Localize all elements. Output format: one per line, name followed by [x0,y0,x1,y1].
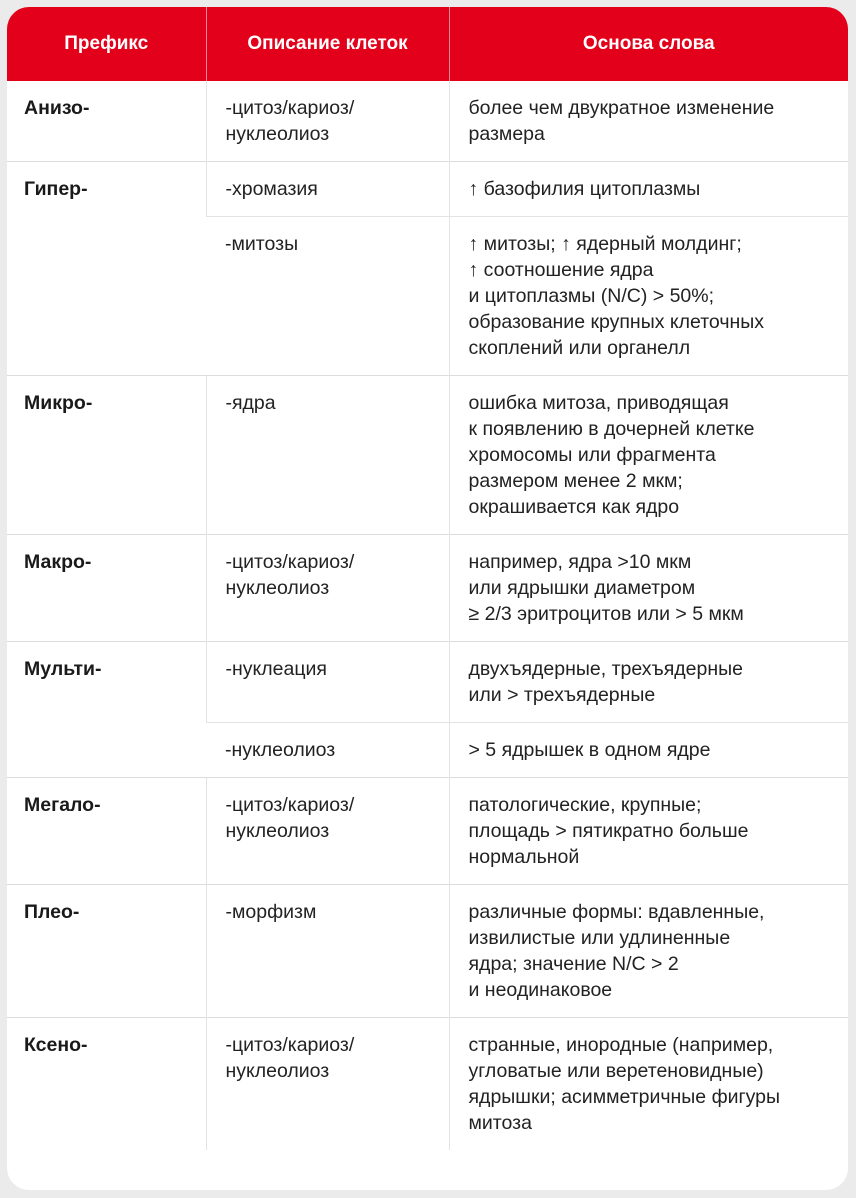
word-base-line: странные, инородные (например, [468,1034,774,1056]
word-base-line: образование крупных клеточных [468,311,765,333]
word-base-cell [449,642,848,723]
description-line: -митозы [225,233,299,255]
word-base-line: ошибка митоза, приводящая [468,392,729,414]
description-cell [206,535,449,642]
word-base-cell [449,778,848,885]
table-row [7,81,848,162]
description-cell [206,642,449,723]
header-prefix: Префикс [7,7,206,81]
word-base-line: ядра; значение N/C > 2 [468,953,679,975]
word-base-cell [449,535,848,642]
description-cell [206,885,449,1018]
description-cell [206,81,449,162]
word-base-line: ↑ митозы; ↑ ядерный молдинг; [468,233,742,255]
word-base-line: патологические, крупные; [468,794,702,816]
word-base-line: ≥ 2/3 эритроцитов или > 5 мкм [468,603,744,625]
table-row [7,642,848,723]
word-base-line: угловатые или веретеновидные) [468,1060,764,1082]
word-base-line: окрашивается как ядро [468,496,680,518]
word-base-line: извилистые или удлиненные [468,927,731,949]
word-base-line: размером менее 2 мкм; [468,470,683,492]
word-base-line: различные формы: вдавленные, [468,901,765,923]
description-line: -нуклеация [225,658,327,680]
prefix-cell: Микро- [7,376,206,535]
table-row [7,885,848,1018]
description-cell [206,1018,449,1151]
description-line: нуклеолиоз [225,123,330,145]
description-cell [206,376,449,535]
prefix-cell: Анизо- [24,97,90,119]
prefix-cell: Мегало- [7,778,206,885]
word-base-cell [449,217,848,376]
word-base-line: ядрышки; асимметричные фигуры [468,1086,781,1108]
word-base-line: ↑ базофилия цитоплазмы [468,178,701,200]
word-base-line: нормальной [468,846,580,868]
table-row [7,1018,848,1151]
prefix-cell: Ксено- [7,1018,206,1151]
header-row [7,7,848,81]
description-line: -цитоз/кариоз/ [225,794,355,816]
description-line: -ядра [225,392,276,414]
description-line: -хромазия [225,178,318,200]
word-base-cell [449,162,848,217]
description-line: -морфизм [225,901,317,923]
word-base-cell [449,1018,848,1151]
description-cell [206,217,449,376]
table-row [7,162,848,217]
description-line: -нуклеолиоз [225,739,336,761]
word-base-line: и неодинаковое [468,979,613,1001]
word-base-cell [449,376,848,535]
header-cell-description: Описание клеток [206,7,449,81]
description-line: нуклеолиоз [225,1060,330,1082]
prefix-cell: Мульти- [7,642,206,778]
word-base-cell [449,723,848,778]
description-line: нуклеолиоз [225,577,330,599]
description-line: -цитоз/кариоз/ [225,1034,355,1056]
word-base-line: или > трехъядерные [468,684,656,706]
word-base-line: хромосомы или фрагмента [468,444,716,466]
prefix-cell: Плео- [7,885,206,1018]
word-base-cell [449,81,848,162]
table-header [7,7,848,81]
word-base-line: более чем двукратное изменение [468,97,775,119]
table-row [7,535,848,642]
prefix-cell: Гипер- [7,162,206,376]
word-base-line: площадь > пятикратно больше [468,820,749,842]
word-base-line: к появлению в дочерней клетке [468,418,755,440]
description-line: -цитоз/кариоз/ [225,551,355,573]
prefix-table [7,7,848,1150]
prefix-cell: Макро- [7,535,206,642]
word-base-line: и цитоплазмы (N/C) > 50%; [468,285,715,307]
word-base-line: скоплений или органелл [468,337,691,359]
description-line: -цитоз/кариоз/ [225,97,355,119]
word-base-line: размера [468,123,545,145]
table-body [7,81,848,1150]
word-base-cell [449,885,848,1018]
word-base-line: например, ядра >10 мкм [468,551,692,573]
word-base-line: двухъядерные, трехъядерные [468,658,743,680]
description-cell [206,723,449,778]
prefix-table-card [7,7,848,1190]
word-base-line: или ядрышки диаметром [468,577,696,599]
word-base-line: > 5 ядрышек в одном ядре [468,739,711,761]
word-base-line: ↑ соотношение ядра [468,259,654,281]
word-base-line: митоза [468,1112,532,1134]
table-row [7,376,848,535]
header-word-base: Основа слова [449,7,848,81]
description-cell [206,778,449,885]
table-row [7,778,848,885]
description-cell [206,162,449,217]
description-line: нуклеолиоз [225,820,330,842]
